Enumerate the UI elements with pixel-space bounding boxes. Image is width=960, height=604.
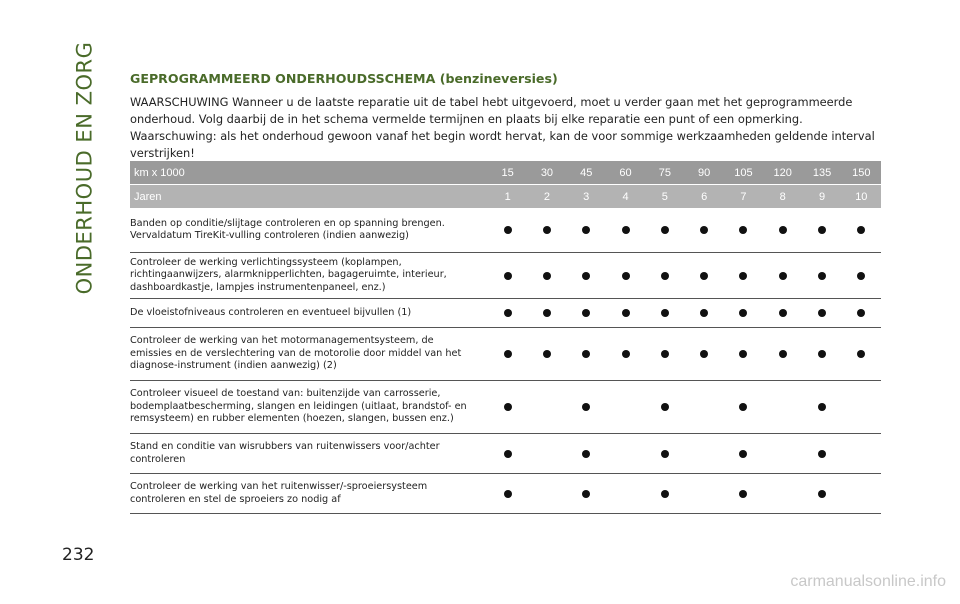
interval-cell xyxy=(488,450,527,458)
bullet-icon xyxy=(739,272,747,280)
header-km-cell: 90 xyxy=(698,166,711,179)
bullet-icon xyxy=(739,350,747,358)
section-heading-text: ONDERHOUD EN ZORG xyxy=(72,41,96,294)
header-years-cell: 3 xyxy=(583,190,590,203)
interval-cell xyxy=(488,272,527,280)
interval-cell xyxy=(606,226,645,234)
task-label: Banden op conditie/slijtage controleren en op spanning brengen. Vervaldatum TireKit-vulling controleren (indien aanwezig) xyxy=(130,217,445,241)
interval-cell xyxy=(763,309,802,317)
bullet-icon xyxy=(739,403,747,411)
bullet-icon xyxy=(504,350,512,358)
schedule-row xyxy=(130,381,881,434)
header-years-cell: 1 xyxy=(504,190,511,203)
schedule-row xyxy=(130,299,881,328)
bullet-icon xyxy=(582,490,590,498)
schedule-row xyxy=(130,474,881,514)
bullet-icon xyxy=(857,272,865,280)
interval-cell xyxy=(842,309,881,317)
bullet-icon xyxy=(779,309,787,317)
interval-cell xyxy=(684,226,723,234)
interval-cell xyxy=(724,450,763,458)
bullet-icon xyxy=(779,272,787,280)
bullet-icon xyxy=(857,226,865,234)
interval-cell xyxy=(684,272,723,280)
bullet-icon xyxy=(700,272,708,280)
interval-cell xyxy=(802,403,841,411)
interval-cell xyxy=(842,226,881,234)
interval-cell xyxy=(488,226,527,234)
bullet-icon xyxy=(543,309,551,317)
bullet-icon xyxy=(857,309,865,317)
interval-cell xyxy=(488,350,527,358)
interval-cell xyxy=(802,490,841,498)
maintenance-schedule-table xyxy=(130,161,881,514)
bullet-icon xyxy=(779,350,787,358)
bullet-icon xyxy=(661,350,669,358)
interval-cell xyxy=(606,272,645,280)
bullet-icon xyxy=(661,403,669,411)
interval-cell xyxy=(645,490,684,498)
interval-cell xyxy=(645,272,684,280)
bullet-icon xyxy=(543,272,551,280)
bullet-icon xyxy=(582,450,590,458)
bullet-icon xyxy=(504,272,512,280)
interval-cell xyxy=(567,272,606,280)
schedule-row xyxy=(130,328,881,381)
warning-paragraph: WAARSCHUWING Wanneer u de laatste reparatie uit de tabel hebt uitgevoerd, moet u verder gaan met het geprogrammeerde onderhoud. Volg daarbij de in het schema vermelde termijnen en plaats bij elke reparatie een punt of een opmerking. Waarschuwing: als het onderhoud gewoon vanaf het begin wordt hervat, kan de voor sommige werkzaamheden geldende interval verstrijken! xyxy=(130,95,875,160)
interval-cell xyxy=(763,272,802,280)
interval-cell xyxy=(527,272,566,280)
interval-cell xyxy=(567,309,606,317)
interval-cell xyxy=(645,450,684,458)
interval-cell xyxy=(645,309,684,317)
bullet-icon xyxy=(739,309,747,317)
interval-cell xyxy=(606,309,645,317)
interval-cell xyxy=(724,226,763,234)
interval-cell xyxy=(763,350,802,358)
bullet-icon xyxy=(700,309,708,317)
bullet-icon xyxy=(818,403,826,411)
bullet-icon xyxy=(543,350,551,358)
bullet-icon xyxy=(739,450,747,458)
bullet-icon xyxy=(582,272,590,280)
interval-cell xyxy=(724,309,763,317)
task-label: Controleer de werking verlichtingssysteem (koplampen, richtingaanwijzers, alarmknipperlichten, bagageruimte, interieur, dashboardkastje, lampjes instrumentenpaneel, enz.) xyxy=(130,256,447,293)
interval-cell xyxy=(488,403,527,411)
bullet-icon xyxy=(504,450,512,458)
bullet-icon xyxy=(661,272,669,280)
header-km-cell: 45 xyxy=(580,166,593,179)
task-label: Controleer de werking van het ruitenwisser/-sproeiersysteem controleren en stel de sproeiers zo nodig af xyxy=(130,481,428,505)
interval-cell xyxy=(724,350,763,358)
header-km-cell: 120 xyxy=(773,166,792,179)
interval-cell xyxy=(802,226,841,234)
schedule-row xyxy=(130,434,881,474)
bullet-icon xyxy=(818,490,826,498)
interval-cell xyxy=(567,490,606,498)
interval-cell xyxy=(527,226,566,234)
interval-cell xyxy=(802,450,841,458)
interval-cell xyxy=(724,403,763,411)
bullet-icon xyxy=(661,226,669,234)
bullet-icon xyxy=(818,350,826,358)
interval-cell xyxy=(802,272,841,280)
section-heading-vertical xyxy=(66,41,102,294)
bullet-icon xyxy=(582,309,590,317)
header-years-cell: 7 xyxy=(740,190,747,203)
interval-cell xyxy=(724,490,763,498)
interval-cell xyxy=(645,226,684,234)
bullet-icon xyxy=(504,490,512,498)
schedule-row xyxy=(130,253,881,299)
interval-cell xyxy=(842,350,881,358)
bullet-icon xyxy=(857,350,865,358)
header-km-label: km x 1000 xyxy=(134,166,185,179)
bullet-icon xyxy=(739,226,747,234)
bullet-icon xyxy=(582,350,590,358)
bullet-icon xyxy=(622,309,630,317)
bullet-icon xyxy=(818,272,826,280)
interval-cell xyxy=(527,309,566,317)
interval-cell xyxy=(567,226,606,234)
interval-cell xyxy=(645,403,684,411)
interval-cell xyxy=(763,226,802,234)
bullet-icon xyxy=(582,403,590,411)
bullet-icon xyxy=(818,226,826,234)
header-years-cell: 9 xyxy=(818,190,826,203)
interval-cell xyxy=(567,450,606,458)
interval-cell xyxy=(488,309,527,317)
interval-cell xyxy=(802,350,841,358)
header-km-cell: 135 xyxy=(812,166,832,179)
interval-cell xyxy=(645,350,684,358)
header-years-cell: 5 xyxy=(661,190,668,203)
interval-cell xyxy=(606,350,645,358)
interval-cell xyxy=(724,272,763,280)
task-label: Controleer de werking van het motormanagementsysteem, de emissies en de verslechtering van de motorolie door middel van het diagnose-instrument (indien aanwezig) (2) xyxy=(130,335,462,372)
header-km-cell: 105 xyxy=(734,166,753,179)
header-years-cell: 4 xyxy=(622,190,629,203)
page-number: 232 xyxy=(62,545,95,565)
header-km-cell: 30 xyxy=(540,166,554,179)
bullet-icon xyxy=(622,350,630,358)
header-row-km xyxy=(130,161,881,184)
schedule-row xyxy=(130,208,881,253)
header-years-cell: 8 xyxy=(779,190,786,203)
header-row-years xyxy=(130,185,881,208)
bullet-icon xyxy=(700,350,708,358)
bullet-icon xyxy=(700,226,708,234)
header-years-label: Jaren xyxy=(134,190,162,203)
header-km-cell: 15 xyxy=(501,166,514,179)
task-label: Controleer visueel de toestand van: buitenzijde van carrosserie, bodemplaatbescherming, slangen en leidingen (uitlaat, brandstof- en remsysteem) en rubber elementen (hoezen, slangen, bussen enz.) xyxy=(130,388,467,425)
interval-cell xyxy=(488,490,527,498)
interval-cell xyxy=(684,309,723,317)
bullet-icon xyxy=(622,272,630,280)
header-years-cell: 6 xyxy=(701,190,708,203)
watermark: carmanualsonline.info xyxy=(790,573,946,590)
interval-cell xyxy=(684,350,723,358)
interval-cell xyxy=(802,309,841,317)
bullet-icon xyxy=(543,226,551,234)
bullet-icon xyxy=(504,309,512,317)
bullet-icon xyxy=(661,450,669,458)
bullet-icon xyxy=(818,309,826,317)
bullet-icon xyxy=(779,226,787,234)
header-km-cell: 150 xyxy=(852,166,871,179)
bullet-icon xyxy=(661,490,669,498)
header-years-cell: 10 xyxy=(855,190,868,203)
schedule-body xyxy=(130,208,881,514)
header-km-cell: 75 xyxy=(658,166,671,179)
interval-cell xyxy=(567,350,606,358)
bullet-icon xyxy=(504,403,512,411)
task-label: De vloeistofniveaus controleren en eventueel bijvullen (1) xyxy=(130,306,412,318)
interval-cell xyxy=(527,350,566,358)
header-km-cell: 60 xyxy=(619,166,632,179)
task-label: Stand en conditie van wisrubbers van ruitenwissers voor/achter controleren xyxy=(130,441,440,465)
interval-cell xyxy=(567,403,606,411)
bullet-icon xyxy=(739,490,747,498)
bullet-icon xyxy=(818,450,826,458)
bullet-icon xyxy=(661,309,669,317)
header-years-cell: 2 xyxy=(543,190,550,203)
interval-cell xyxy=(842,272,881,280)
page-title: GEPROGRAMMEERD ONDERHOUDSSCHEMA (benzineversies) xyxy=(130,71,558,86)
bullet-icon xyxy=(582,226,590,234)
bullet-icon xyxy=(622,226,630,234)
bullet-icon xyxy=(504,226,512,234)
